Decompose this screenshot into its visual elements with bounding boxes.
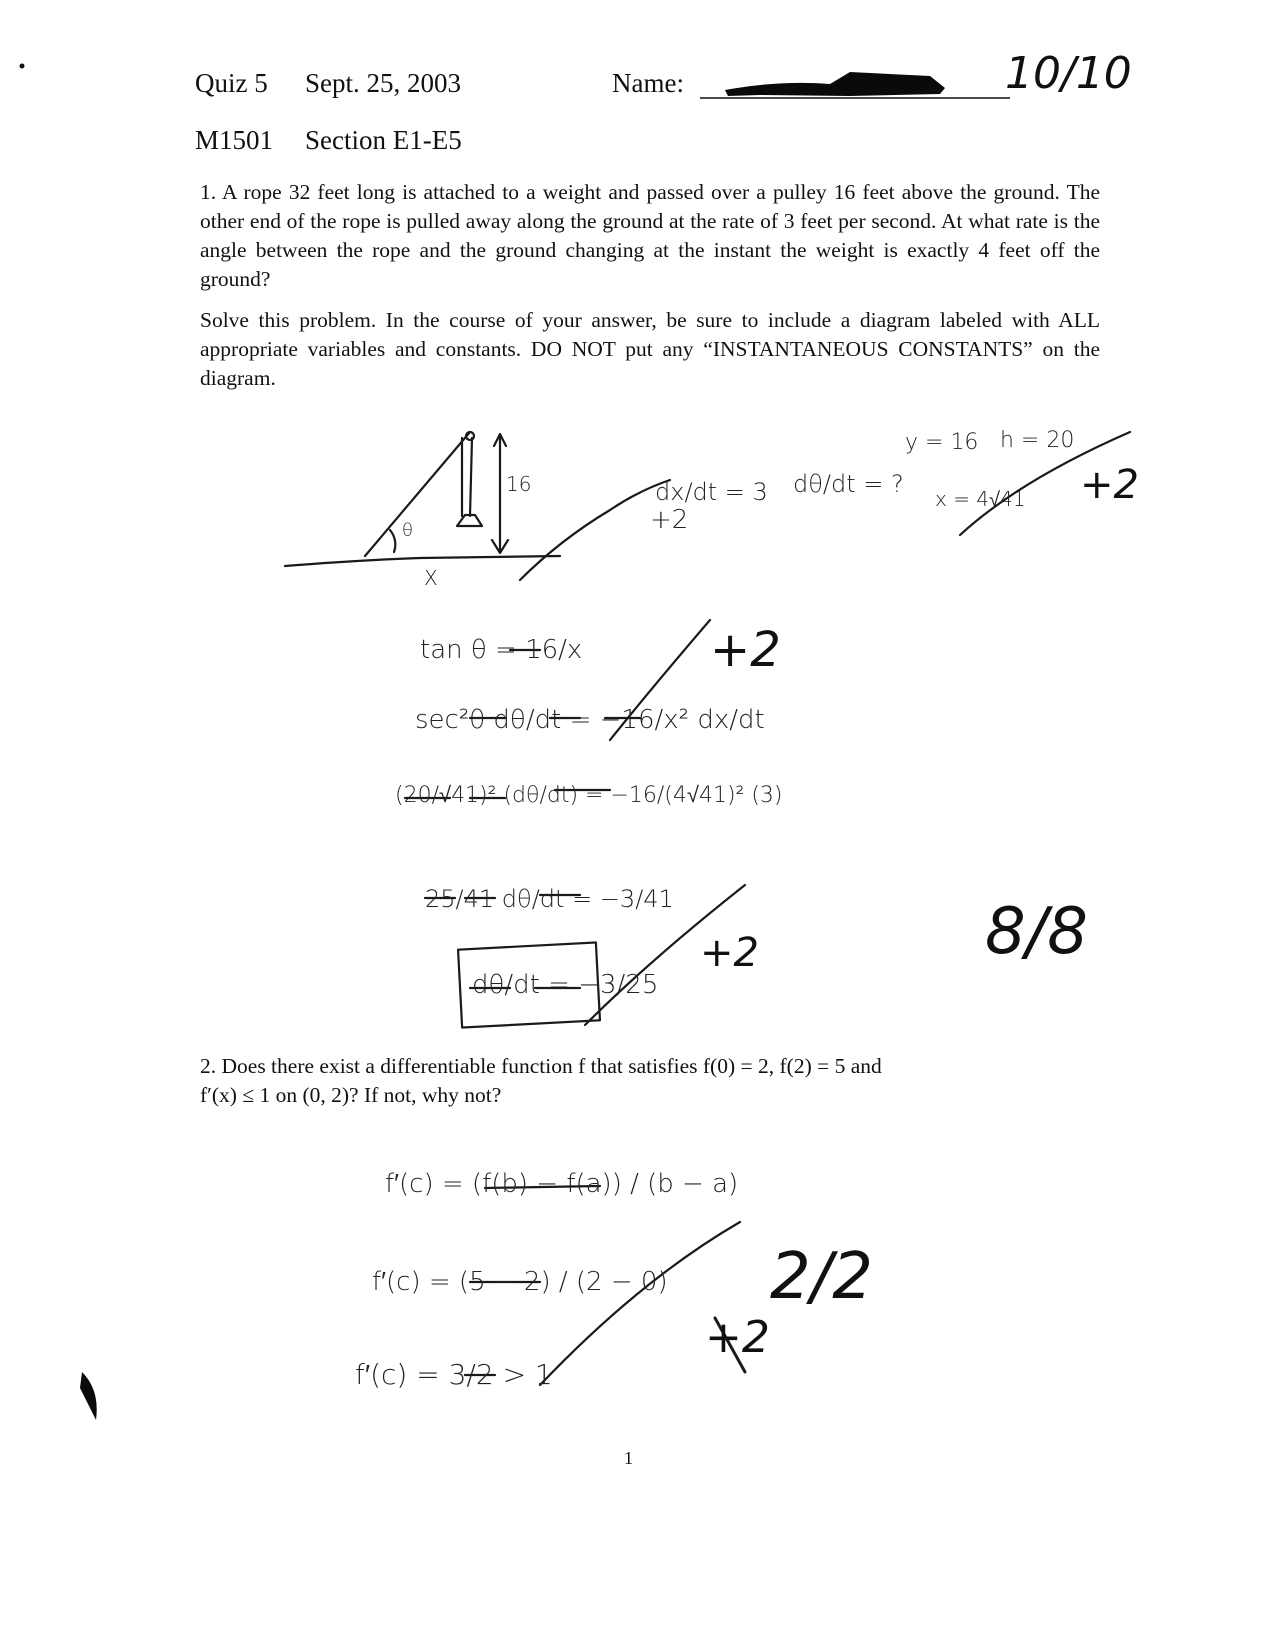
problem-2-score: 2/2 xyxy=(770,1240,873,1314)
mark-a: +2 xyxy=(650,505,689,535)
mark-b: +2 xyxy=(1080,462,1139,508)
quiz-label: Quiz 5 xyxy=(195,68,268,98)
pulley-diagram xyxy=(285,432,560,566)
equation-simplified: 25/41 dθ/dt = −3/41 xyxy=(425,885,674,913)
equation-substitute: (20/√41)² (dθ/dt) = −16/(4√41)² (3) xyxy=(395,783,783,808)
problem-1-text: 1. A rope 32 feet long is attached to a weight and passed over a pulley 16 feet above the ground. The other end of the rope is pulled away along the ground at the rate of 3 feet per second. At what rate is the angle between the rope and the ground changing at the instant the weight is exactly 4 feet off the ground? xyxy=(200,180,1100,291)
mvt-result: f′(c) = 3/2 > 1 xyxy=(355,1358,553,1391)
quiz-date: Sept. 25, 2003 xyxy=(305,68,462,98)
speck xyxy=(20,64,25,69)
mvt-formula: f′(c) = (f(b) − f(a)) / (b − a) xyxy=(385,1169,739,1199)
mvt-substitute: f′(c) = (5 − 2) / (2 − 0) xyxy=(372,1267,668,1297)
mark-c: +2 xyxy=(710,622,781,678)
problem-2-line-1: 2. Does there exist a differentiable function f that satisfies f(0) = 2, f(2) = 5 and xyxy=(200,1054,882,1078)
boxed-answer: dθ/dt = −3/25 xyxy=(472,970,659,1000)
section-label: Section E1-E5 xyxy=(305,125,462,155)
name-label: Name: xyxy=(612,68,684,98)
redacted-name xyxy=(725,72,945,96)
ink-blot xyxy=(80,1372,97,1420)
total-score: 10/10 xyxy=(1005,48,1132,99)
diagram-angle-label: θ xyxy=(402,520,414,541)
mark-d: +2 xyxy=(700,930,759,976)
problem-2-line-2: f′(x) ≤ 1 on (0, 2)? If not, why not? xyxy=(200,1083,502,1107)
instant-h: h = 20 xyxy=(1000,428,1075,453)
problem-1-instructions: Solve this problem. In the course of your answer, be sure to include a diagram labeled with ALL appropriate variables and constants. DO NOT put any “INSTANTANEOUS CONSTANTS” on the diagram. xyxy=(200,308,1100,390)
problem-1-score: 8/8 xyxy=(985,895,1088,969)
diagram-height-label: 16 xyxy=(506,472,532,496)
instant-x: x = 4√41 xyxy=(935,487,1026,511)
equation-tan: tan θ = 16/x xyxy=(420,635,583,665)
given-rate: dx/dt = 3 xyxy=(655,478,768,506)
equation-differentiate: sec²θ dθ/dt = −16/x² dx/dt xyxy=(415,705,765,735)
problem-2-mark: +2 xyxy=(705,1312,770,1363)
unknown-rate: dθ/dt = ? xyxy=(793,470,904,498)
instant-y: y = 16 xyxy=(905,430,979,455)
page-number: 1 xyxy=(624,1448,633,1468)
diagram-x-label: X xyxy=(424,566,438,590)
course-code: M1501 xyxy=(195,125,274,155)
checkmark-diagram xyxy=(520,480,670,580)
